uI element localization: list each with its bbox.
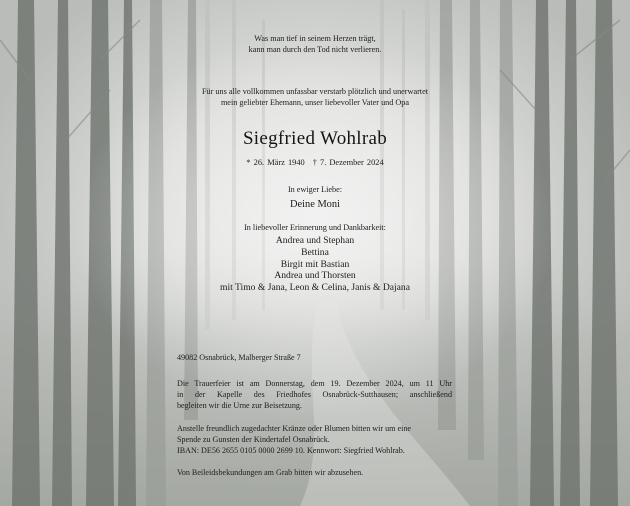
motto-line: Was man tief in seinem Herzen trägt, xyxy=(254,34,376,43)
deceased-name: Siegfried Wohlrab xyxy=(242,128,388,149)
memory-label: In liebevoller Erinnerung und Dankbarkeit: xyxy=(244,223,386,232)
condolence-note: Von Beileidsbekundungen am Grab bitten wir abzusehen. xyxy=(177,468,364,477)
mourners-list xyxy=(0,235,630,294)
mourner-line: Bettina xyxy=(301,246,329,258)
death-announcement-intro xyxy=(0,86,630,108)
intro-line: Für uns alle vollkommen unfassbar verstarb plötzlich und unerwartet xyxy=(201,87,428,96)
mourner-line: mit Timo & Jana, Leon & Celina, Janis & Dajana xyxy=(220,282,410,294)
eternal-love-label: In ewiger Liebe: xyxy=(287,185,343,194)
birth-date: * 26. März 1940 xyxy=(246,158,305,167)
mourner-line: Andrea und Stephan xyxy=(275,235,355,246)
mourner-line: Andrea und Thorsten xyxy=(274,270,356,282)
funeral-details xyxy=(177,378,452,411)
funeral-line: Die Trauerfeier ist am Donnerstag, dem 19. Dezember 2024, um 11 Uhr xyxy=(177,379,452,388)
donation-request xyxy=(177,423,452,456)
funeral-line: begleiten wir die Urne zur Beisetzung. xyxy=(177,401,302,410)
spouse-name: Deine Moni xyxy=(290,199,340,210)
motto-line: kann man durch den Tod nicht verlieren. xyxy=(248,45,382,54)
mourner-line: Birgit mit Bastian xyxy=(280,258,350,270)
donation-line: Spende zu Gunsten der Kindertafel Osnabrück. xyxy=(177,435,330,444)
funeral-line: in der Kapelle des Friedhofes Osnabrück-Sutthausen; anschließend xyxy=(177,390,452,399)
donation-iban: IBAN: DE56 2655 0105 0000 2699 10. Kennwort: Siegfried Wohlrab. xyxy=(177,446,405,455)
family-address: 49082 Osnabrück, Malberger Straße 7 xyxy=(177,353,301,362)
motto-verse xyxy=(0,33,630,55)
life-dates xyxy=(0,157,630,168)
death-date: † 7. Dezember 2024 xyxy=(312,158,384,167)
donation-line: Anstelle freundlich zugedachter Kränze oder Blumen bitten wir um eine xyxy=(177,424,411,433)
intro-line: mein geliebter Ehemann, unser liebevoller Vater und Opa xyxy=(220,98,410,107)
